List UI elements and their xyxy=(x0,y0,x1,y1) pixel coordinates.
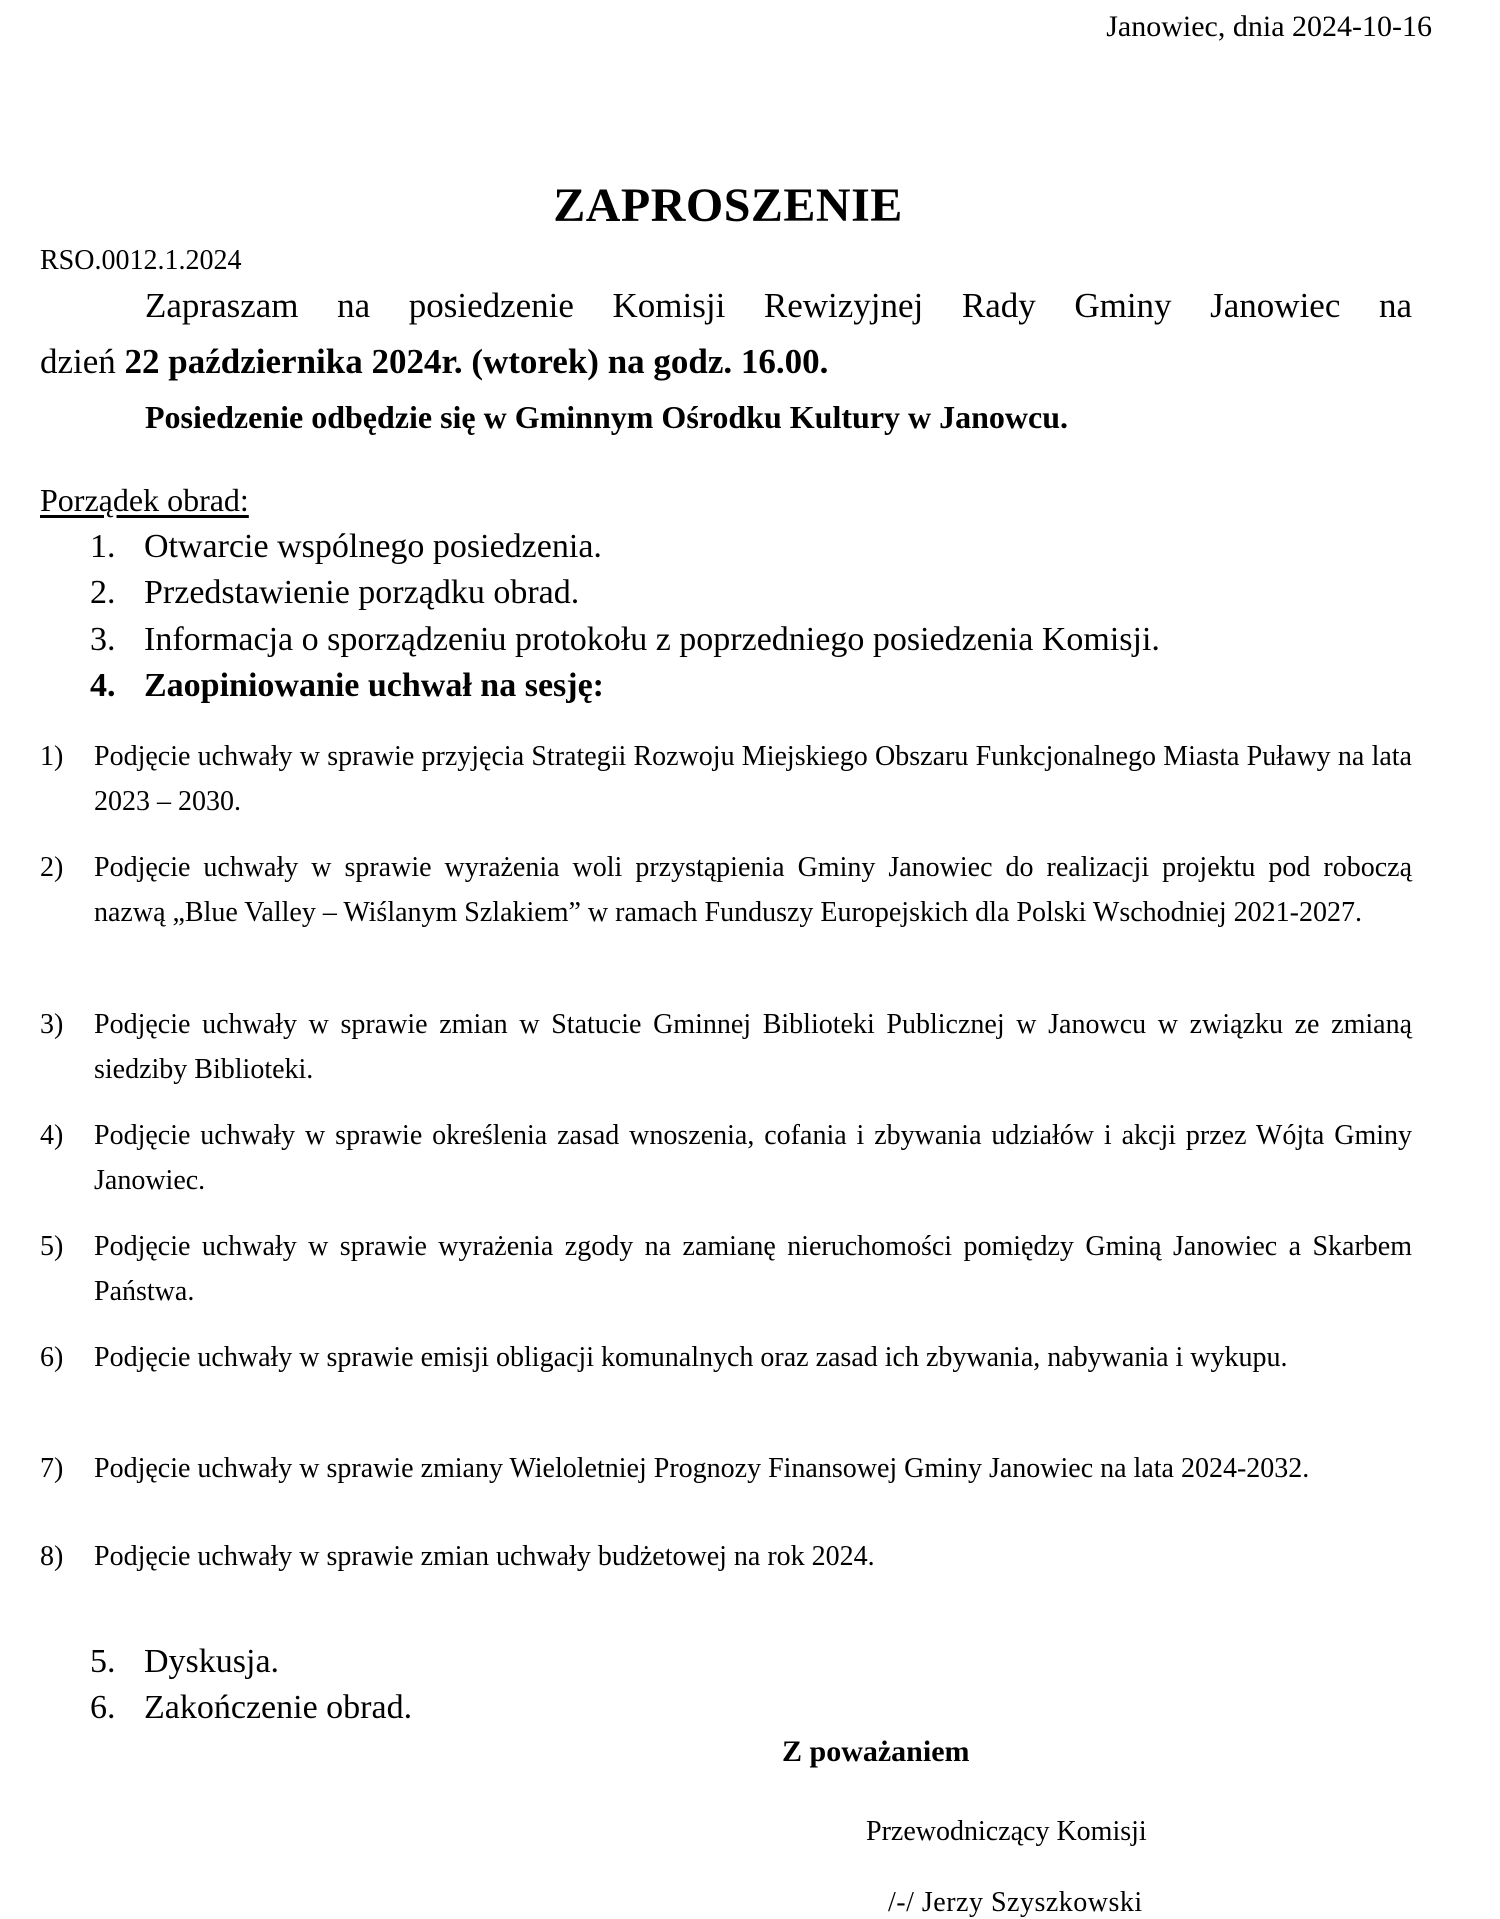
resolution-item-number: 2) xyxy=(40,852,64,883)
invitation-line-2-prefix: dzień xyxy=(40,342,125,381)
resolution-item-text: Podjęcie uchwały w sprawie wyrażenia woli przystąpienia Gminy Janowiec do realizacji projektu pod roboczą nazwą „Blue Valley – Wiślanym Szlakiem” w ramach Funduszy Europejskich dla Polski Wschodniej 2021-2027. xyxy=(94,852,1412,928)
meeting-venue: Posiedzenie odbędzie się w Gminnym Ośrodku Kultury w Janowcu. xyxy=(145,399,1069,435)
agenda-item-text: Dyskusja. xyxy=(144,1643,280,1680)
agenda-item xyxy=(90,1643,279,1681)
resolution-item xyxy=(40,1446,1412,1491)
agenda-heading: Porządek obrad: xyxy=(40,482,249,518)
resolution-item-number: 7) xyxy=(40,1453,64,1484)
resolution-item-text: Podjęcie uchwały w sprawie zmiany Wieloletniej Prognozy Finansowej Gminy Janowiec na lata 2024-2032. xyxy=(94,1453,1310,1484)
resolution-item-text: Podjęcie uchwały w sprawie zmian uchwały budżetowej na rok 2024. xyxy=(94,1541,875,1572)
invitation-line-1: Zapraszam na posiedzenie Komisji Rewizyjnej Rady Gminy Janowiec na xyxy=(145,286,1412,325)
reference-number: RSO.0012.1.2024 xyxy=(40,245,242,276)
agenda-item xyxy=(90,528,602,566)
resolution-item-text: Podjęcie uchwały w sprawie emisji obligacji komunalnych oraz zasad ich zbywania, nabywania i wykupu. xyxy=(94,1342,1288,1373)
signatory-title: Przewodniczący Komisji xyxy=(866,1816,1147,1847)
resolution-item-number: 6) xyxy=(40,1342,64,1373)
agenda-item xyxy=(90,574,579,612)
invitation-line-2 xyxy=(40,342,828,382)
resolution-item xyxy=(40,1113,1412,1203)
resolution-item xyxy=(40,1335,1412,1380)
agenda-item xyxy=(90,667,604,705)
agenda-item xyxy=(90,621,1160,659)
agenda-item-number: 3. xyxy=(90,621,116,658)
date-line: Janowiec, dnia 2024-10-16 xyxy=(1106,10,1432,43)
agenda-item-number: 1. xyxy=(90,528,116,565)
resolution-item-text: Podjęcie uchwały w sprawie wyrażenia zgody na zamianę nieruchomości pomiędzy Gminą Janowiec a Skarbem Państwa. xyxy=(94,1231,1412,1307)
agenda-item-number: 5. xyxy=(90,1643,116,1680)
document-title: ZAPROSZENIE xyxy=(553,179,903,232)
agenda-item xyxy=(90,1689,412,1727)
agenda-item-number: 6. xyxy=(90,1689,116,1726)
resolution-item-text: Podjęcie uchwały w sprawie określenia zasad wnoszenia, cofania i zbywania udziałów i akcji przez Wójta Gminy Janowiec. xyxy=(94,1120,1412,1196)
resolution-item-number: 4) xyxy=(40,1120,64,1151)
resolution-item xyxy=(40,1224,1412,1314)
agenda-item-text: Informacja o sporządzeniu protokołu z poprzedniego posiedzenia Komisji. xyxy=(144,621,1160,658)
resolution-item-text: Podjęcie uchwały w sprawie przyjęcia Strategii Rozwoju Miejskiego Obszaru Funkcjonalnego Miasta Puławy na lata 2023 – 2030. xyxy=(94,741,1412,817)
resolution-item-text: Podjęcie uchwały w sprawie zmian w Statucie Gminnej Biblioteki Publicznej w Janowcu w związku ze zmianą siedziby Biblioteki. xyxy=(94,1009,1412,1085)
agenda-item-number: 4. xyxy=(90,667,116,704)
resolution-item-number: 1) xyxy=(40,741,64,772)
signatory-name: /-/ Jerzy Szyszkowski xyxy=(888,1887,1143,1918)
resolution-item-number: 8) xyxy=(40,1541,64,1572)
resolution-item xyxy=(40,845,1412,935)
resolution-item xyxy=(40,1002,1412,1092)
closing-regards: Z poważaniem xyxy=(782,1735,970,1768)
resolution-item-number: 5) xyxy=(40,1231,64,1262)
meeting-datetime: 22 października 2024r. (wtorek) na godz. 16.00. xyxy=(124,342,829,381)
resolution-item xyxy=(40,734,1412,824)
resolution-item-number: 3) xyxy=(40,1009,64,1040)
agenda-item-text: Przedstawienie porządku obrad. xyxy=(144,574,580,611)
agenda-item-text: Zakończenie obrad. xyxy=(144,1689,413,1726)
resolution-item xyxy=(40,1534,1412,1579)
agenda-item-text: Zaopiniowanie uchwał na sesję: xyxy=(144,667,604,704)
agenda-item-number: 2. xyxy=(90,574,116,611)
agenda-item-text: Otwarcie wspólnego posiedzenia. xyxy=(144,528,602,565)
